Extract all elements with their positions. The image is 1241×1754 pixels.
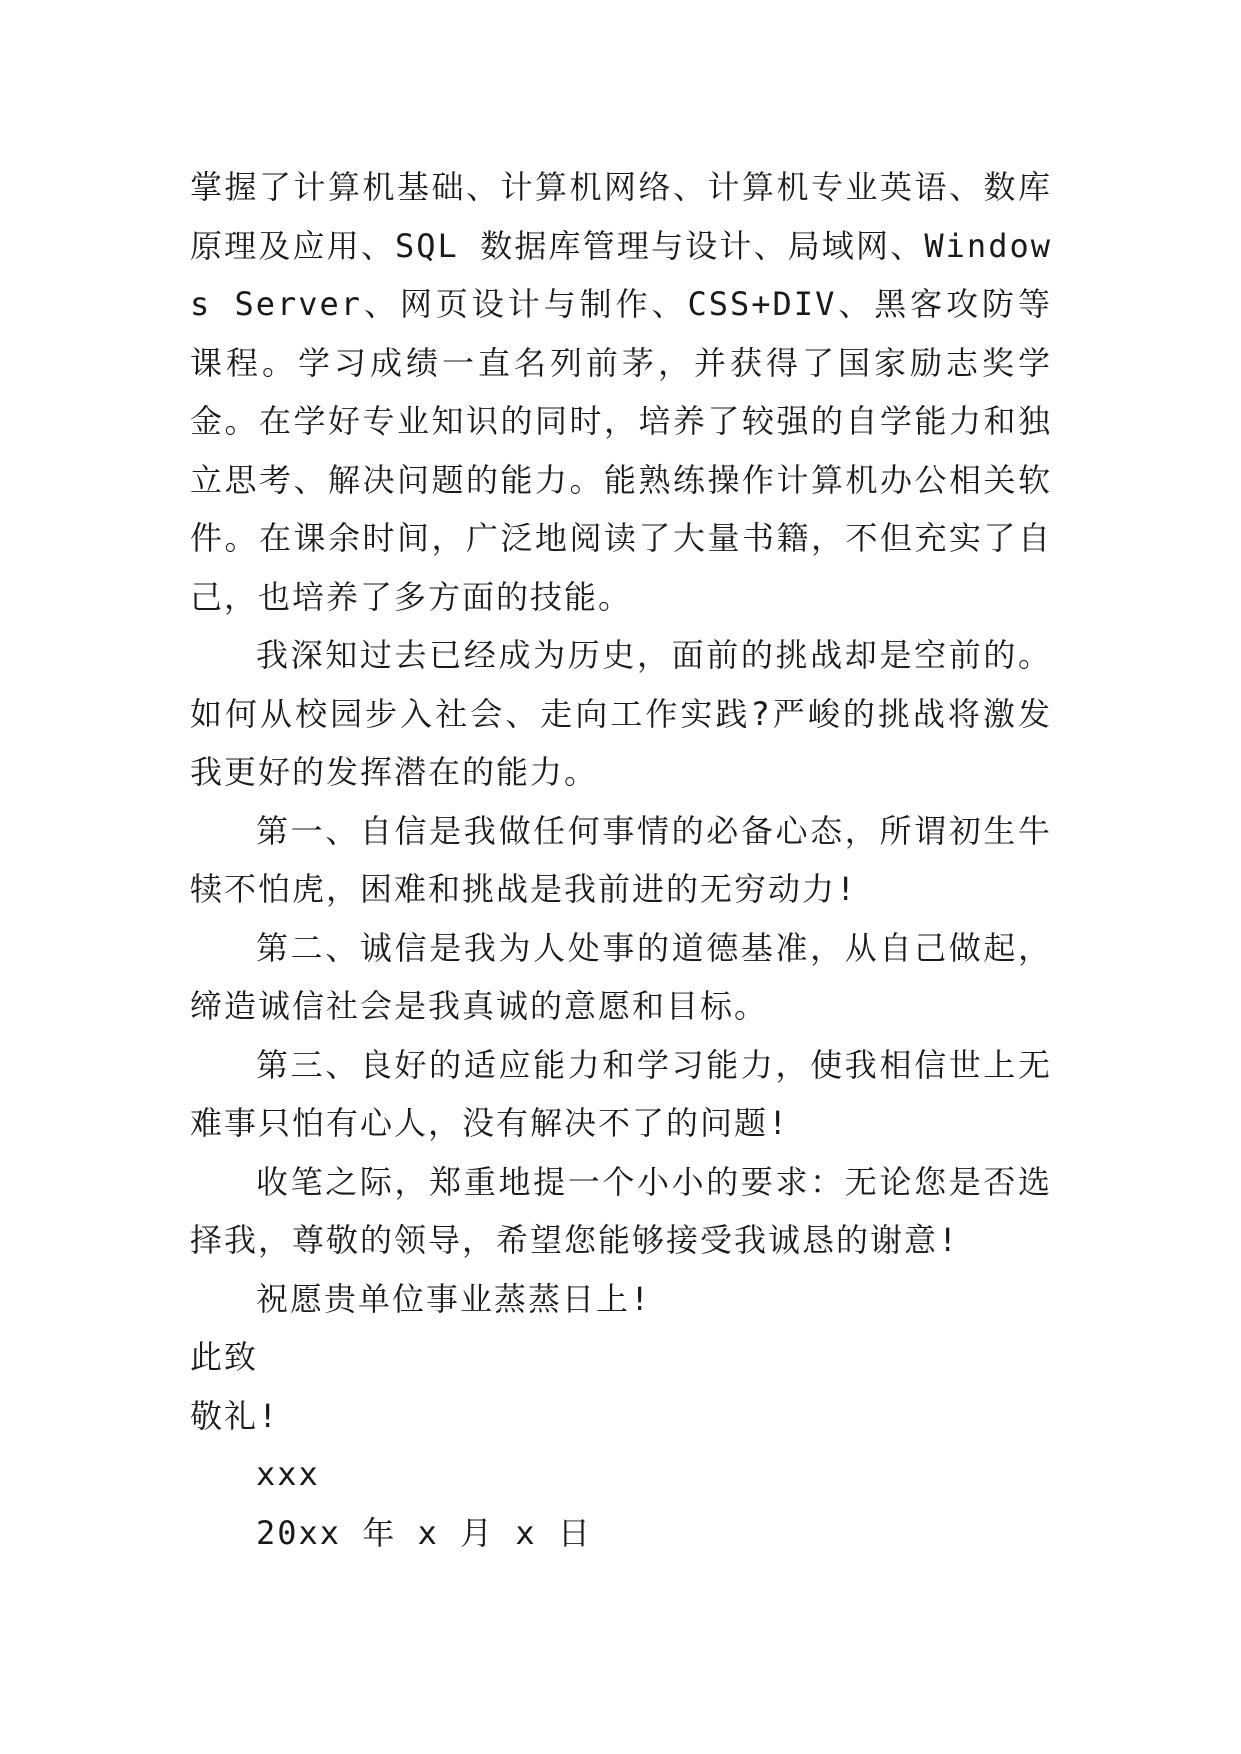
paragraph-second: 第二、诚信是我为人处事的道德基准，从自己做起，缔造诚信社会是我真诚的意愿和目标。 bbox=[190, 928, 1052, 1025]
paragraph-closing-request: 收笔之际，郑重地提一个小小的要求：无论您是否选择我，尊敬的领导，希望您能够接受我诚恳的谢意! bbox=[190, 1162, 1052, 1259]
signature-date: 20xx 年 x 月 x 日 bbox=[256, 1513, 592, 1552]
paragraph-first: 第一、自信是我做任何事情的必备心态，所谓初生牛犊不怕虎，困难和挑战是我前进的无穷动力! bbox=[190, 811, 1052, 908]
closing-salutation-2: 敬礼! bbox=[190, 1396, 280, 1435]
closing-salutation-1: 此致 bbox=[190, 1338, 259, 1376]
signature-name: xxx bbox=[256, 1455, 320, 1493]
paragraph-wishes: 祝愿贵单位事业蒸蒸日上! bbox=[256, 1279, 652, 1318]
letter-body bbox=[190, 158, 1052, 1562]
paragraph-third: 第三、良好的适应能力和学习能力，使我相信世上无难事只怕有心人，没有解决不了的问题! bbox=[190, 1045, 1052, 1142]
paragraph-skills: 掌握了计算机基础、计算机网络、计算机专业英语、数库原理及应用、SQL 数据库管理与设计、局域网、Windows Server、网页设计与制作、CSS+DIV、黑客攻防等课程。学习成绩一直名列前茅，并获得了国家励志奖学金。在学好专业知识的同时，培养了较强的自学能力和独立思考、解决问题的能力。能熟练操作计算机办公相关软件。在课余时间，广泛地阅读了大量书籍，不但充实了自己，也培养了多方面的技能。 bbox=[190, 168, 1052, 616]
paragraph-challenge: 我深知过去已经成为历史，面前的挑战却是空前的。如何从校园步入社会、走向工作实践?严峻的挑战将激发我更好的发挥潜在的能力。 bbox=[190, 636, 1052, 791]
